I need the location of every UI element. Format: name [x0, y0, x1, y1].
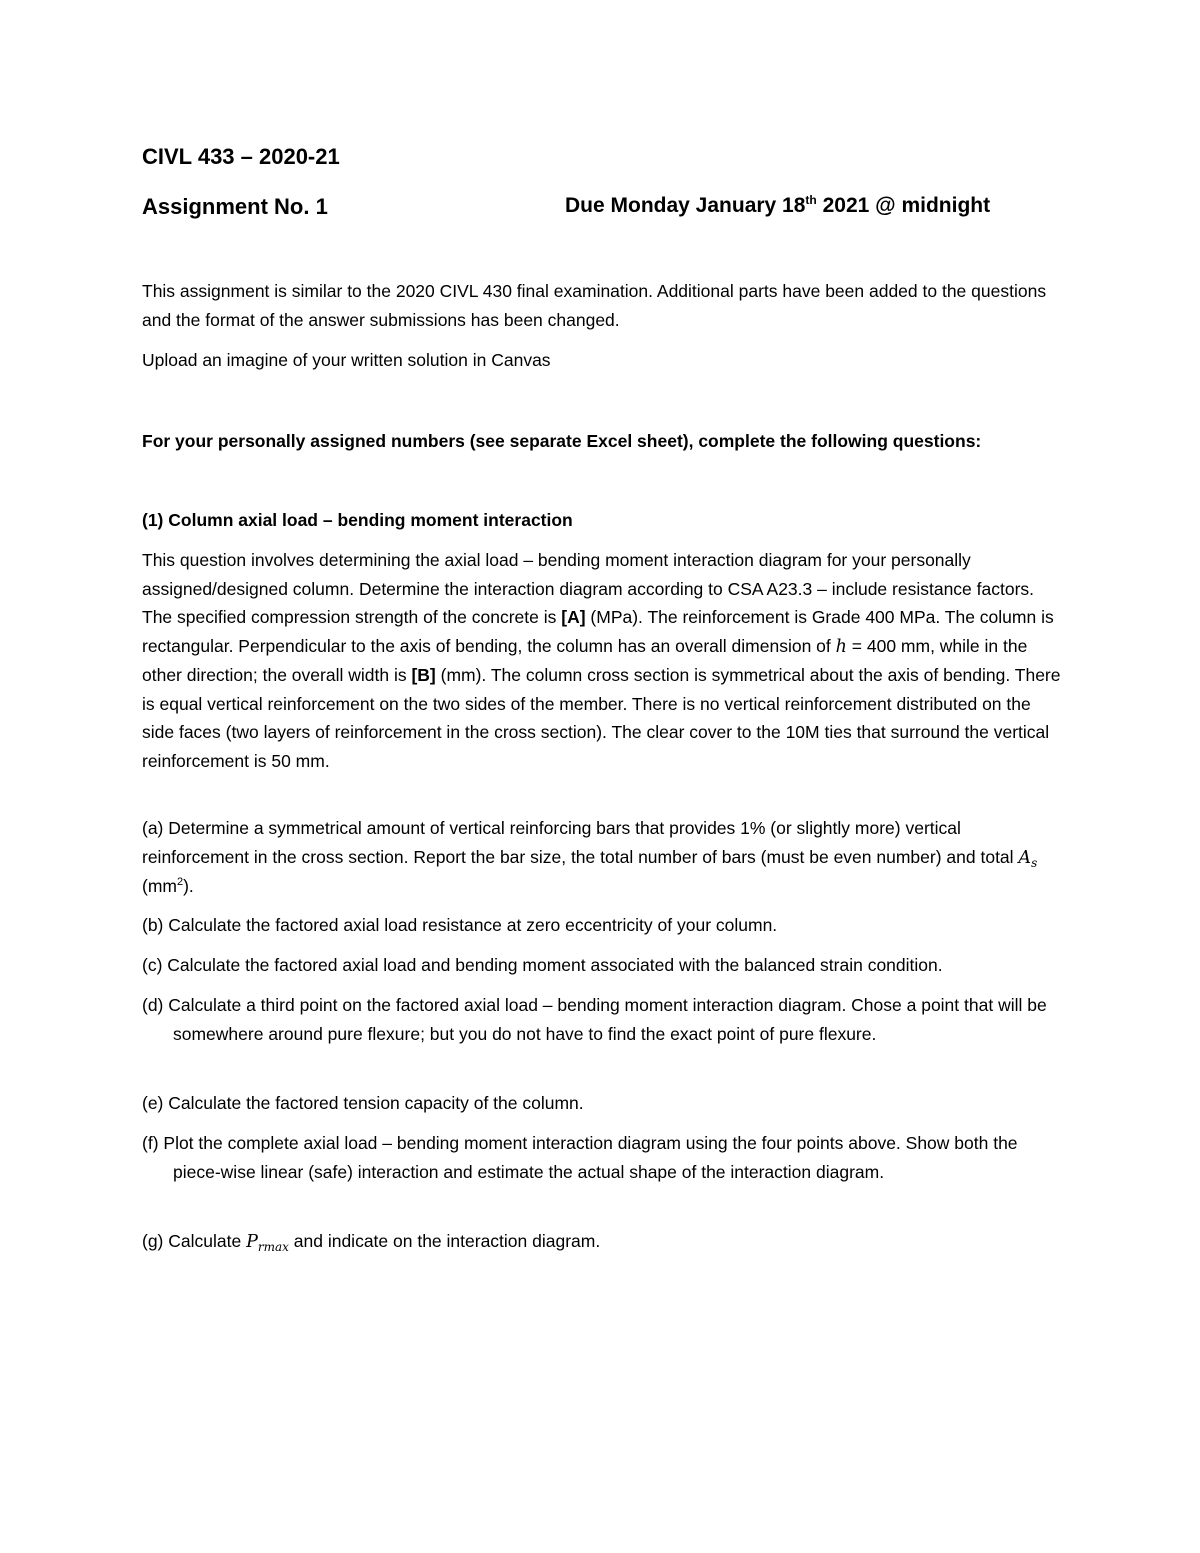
question-1-body: This question involves determining the axial load – bending moment interaction diagram for your personally assigned/designed column. Determine the interaction diagram according to CSA A23.3 – include resistance factors. The specified compression strength of the concrete is [A] (MPa). The reinforcement is Grade 400 MPa. The column is rectangular. Perpendicular to the axis of bending, the column has an overall dimension of h = 400 mm, while in the other direction; the overall width is [B] (mm). The column cross section is symmetrical about the axis of bending. There is equal vertical reinforcement on the two sides of the member. There is no vertical reinforcement distributed on the side faces (two layers of reinforcement in the cross section). The clear cover to the 10M ties that surround the vertical reinforcement is 50 mm.	[142, 550, 1061, 771]
upload-instruction: Upload an imagine of your written solution in Canvas	[142, 350, 551, 370]
part-e: (e) Calculate the factored tension capacity of the column.	[142, 1093, 584, 1113]
part-d: (d) Calculate a third point on the factored axial load – bending moment interaction diagram. Chose a point that will be somewhere around pure flexure; but you do not have to find the exact point of pure flexure.	[142, 995, 1047, 1044]
course-title: CIVL 433 – 2020-21	[142, 144, 340, 169]
due-date: Due Monday January 18th 2021 @ midnight	[565, 193, 991, 217]
variable-a: [A]	[561, 607, 586, 627]
part-g: (g) Calculate $P_{rmax}$ and indicate on the interaction diagram.	[142, 1231, 601, 1254]
assigned-numbers-instruction: For your personally assigned numbers (see separate Excel sheet), complete the following questions:	[142, 431, 982, 451]
assignment-header	[142, 194, 1062, 220]
variable-h: h	[835, 636, 847, 657]
intro-paragraph: This assignment is similar to the 2020 CIVL 430 final examination. Additional parts have been added to the questions and the format of the answer submissions has been changed.	[142, 281, 1047, 330]
part-a: (a) Determine a symmetrical amount of vertical reinforcing bars that provides 1% (or slightly more) vertical reinforcement in the cross section. Report the bar size, the total number of bars (must be even number) and total $A_s$ $(mm^2)$.	[142, 818, 1038, 896]
part-c: (c) Calculate the factored axial load and bending moment associated with the balanced strain condition.	[142, 955, 943, 975]
question-1-heading: (1) Column axial load – bending moment interaction	[142, 510, 573, 530]
part-f: (f) Plot the complete axial load – bending moment interaction diagram using the four points above. Show both the piece-wise linear (safe) interaction and estimate the actual shape of the interaction diagram.	[142, 1133, 1018, 1182]
part-b: (b) Calculate the factored axial load resistance at zero eccentricity of your column.	[142, 915, 778, 935]
variable-b: [B]	[411, 665, 436, 685]
assignment-number: Assignment No. 1	[142, 194, 328, 219]
